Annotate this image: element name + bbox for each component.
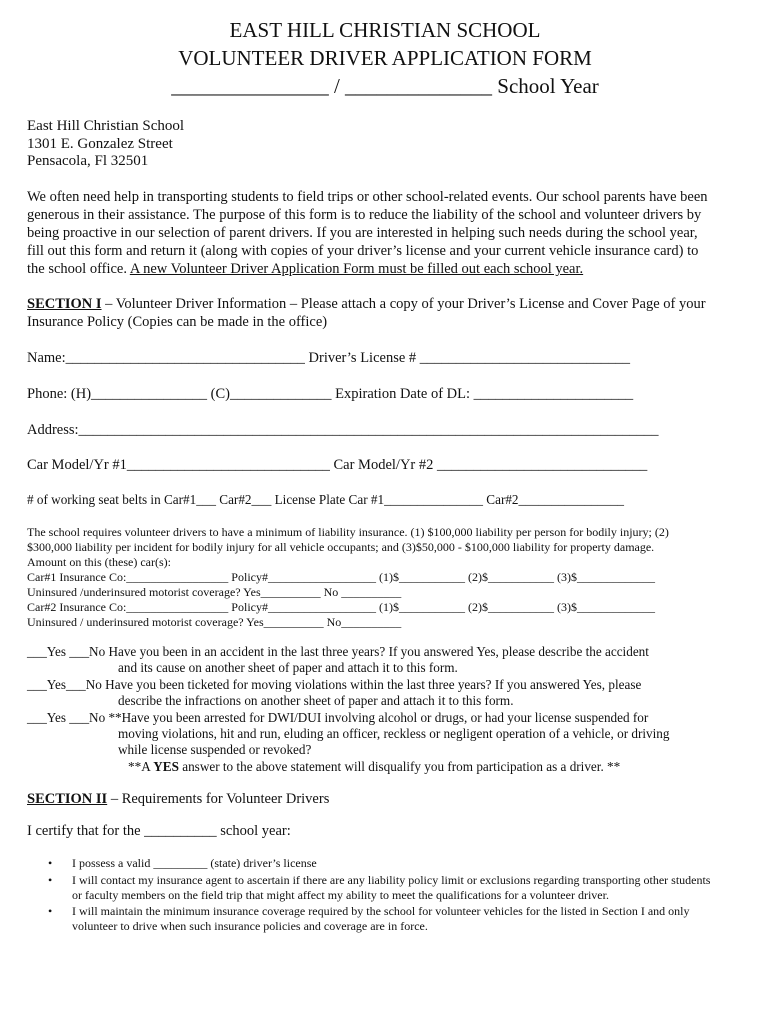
certify-school-year[interactable]: I certify that for the __________ school year: bbox=[27, 823, 291, 839]
insurance-line-3: Amount on this (these) car(s): bbox=[27, 555, 171, 569]
question-dui-line-3: while license suspended or revoked? bbox=[118, 742, 312, 757]
intro-line-1: We often need help in transporting students to field trips or other school-related events. Our school parents have been bbox=[27, 189, 708, 205]
requirement-minimum-coverage: I will maintain the minimum insurance coverage required by the school for volunteer vehicles for the listed in Section I and only bbox=[72, 904, 690, 918]
intro-line-5 bbox=[27, 261, 583, 278]
intro-line-2: generous in their assistance. The purpose of this form is to reduce the liability of the school and volunteer drivers by bbox=[27, 207, 702, 223]
requirement-minimum-coverage-line-2: volunteer to drive when such insurance policies and coverage are in force. bbox=[72, 919, 428, 933]
requirement-insurance-agent: I will contact my insurance agent to ascertain if there are any liability policy limit or exclusions regarding transporting other students bbox=[72, 873, 711, 887]
warning-prefix: **A bbox=[128, 759, 154, 774]
question-dui-line-2: moving violations, hit and run, eluding an officer, reckless or negligent operation of a vehicle, or driving bbox=[118, 726, 670, 741]
question-accident[interactable]: ___Yes ___No Have you been in an accident in the last three years? If you answered Yes, please describe the accident bbox=[27, 644, 649, 659]
bullet-icon: • bbox=[48, 873, 53, 887]
seatbelt-plate-fields[interactable]: # of working seat belts in Car#1___ Car#2___ License Plate Car #1_______________ Car#2________________ bbox=[27, 492, 625, 507]
section-1-heading-text: – Volunteer Driver Information – Please attach a copy of your Driver’s License and Cover Page of your bbox=[101, 296, 706, 312]
address-street: 1301 E. Gonzalez Street bbox=[27, 136, 173, 152]
car2-uninsured-coverage[interactable]: Uninsured / underinsured motorist coverage? Yes__________ No__________ bbox=[27, 615, 402, 629]
phone-expiration-fields[interactable]: Phone: (H)________________ (C)______________ Expiration Date of DL: ______________________ bbox=[27, 386, 634, 402]
question-tickets[interactable]: ___Yes___No Have you been ticketed for moving violations within the last three years? If you answered Yes, please bbox=[27, 677, 642, 692]
section-2-label: SECTION II bbox=[27, 791, 108, 807]
requirement-license[interactable]: I possess a valid _________ (state) driver’s license bbox=[72, 856, 317, 870]
name-license-fields[interactable]: Name:_________________________________ Driver’s License # _____________________________ bbox=[27, 350, 631, 366]
form-title: VOLUNTEER DRIVER APPLICATION FORM bbox=[178, 46, 592, 70]
address-field[interactable]: Address:________________________________________________________________________________ bbox=[27, 422, 659, 438]
warning-yes: YES bbox=[153, 759, 179, 774]
car-model-fields[interactable]: Car Model/Yr #1____________________________ Car Model/Yr #2 _____________________________ bbox=[27, 457, 648, 473]
bullet-icon: • bbox=[48, 904, 53, 918]
school-year-field[interactable]: _______________ / ______________ School Year bbox=[171, 74, 599, 98]
section-2-heading bbox=[27, 791, 329, 808]
intro-line-4: fill out this form and return it (along with copies of your driver’s license and your current vehicle insurance card) to bbox=[27, 243, 699, 259]
question-tickets-line-2: describe the infractions on another sheet of paper and attach it to this form. bbox=[118, 693, 514, 708]
intro-line-5-text: the school office. bbox=[27, 261, 130, 277]
annual-requirement-note: A new Volunteer Driver Application Form must be filled out each school year. bbox=[129, 261, 584, 277]
intro-line-3: being proactive in our selection of parent drivers. If you are interested in helping such needs during the school year, bbox=[27, 225, 698, 241]
car1-insurance-fields[interactable]: Car#1 Insurance Co:_________________ Policy#__________________ (1)$___________ (2)$___________ (3)$_____________ bbox=[27, 570, 655, 584]
school-name-title: EAST HILL CHRISTIAN SCHOOL bbox=[229, 18, 541, 42]
section-1-heading-line-2: Insurance Policy (Copies can be made in the office) bbox=[27, 314, 328, 330]
question-dui[interactable]: ___Yes ___No **Have you been arrested for DWI/DUI involving alcohol or drugs, or had your license suspended for bbox=[27, 710, 649, 725]
section-2-heading-text: – Requirements for Volunteer Drivers bbox=[107, 791, 330, 807]
address-school-name: East Hill Christian School bbox=[27, 118, 185, 134]
car2-insurance-fields[interactable]: Car#2 Insurance Co:_________________ Policy#__________________ (1)$___________ (2)$___________ (3)$_____________ bbox=[27, 600, 655, 614]
address-city: Pensacola, Fl 32501 bbox=[27, 153, 149, 169]
section-1-label: SECTION I bbox=[27, 296, 102, 312]
car1-uninsured-coverage[interactable]: Uninsured /underinsured motorist coverage? Yes__________ No __________ bbox=[27, 585, 402, 599]
disqualification-warning bbox=[128, 759, 620, 775]
warning-text: answer to the above statement will disqualify you from participation as a driver. ** bbox=[178, 759, 621, 774]
insurance-line-2: $300,000 liability per incident for bodily injury for all vehicle occupants; and (3)$50,000 - $100,000 liability for property damage. bbox=[27, 540, 655, 554]
requirement-insurance-agent-line-2: or faculty members on the field trip that might affect my ability to meet the qualifications for a volunteer driver. bbox=[72, 888, 609, 902]
bullet-icon: • bbox=[48, 856, 53, 870]
question-accident-line-2: and its cause on another sheet of paper and attach it to this form. bbox=[118, 660, 458, 675]
insurance-line-1: The school requires volunteer drivers to have a minimum of liability insurance. (1) $100,000 liability per person for bodily injury; (2) bbox=[27, 525, 669, 539]
section-1-heading bbox=[27, 296, 706, 313]
